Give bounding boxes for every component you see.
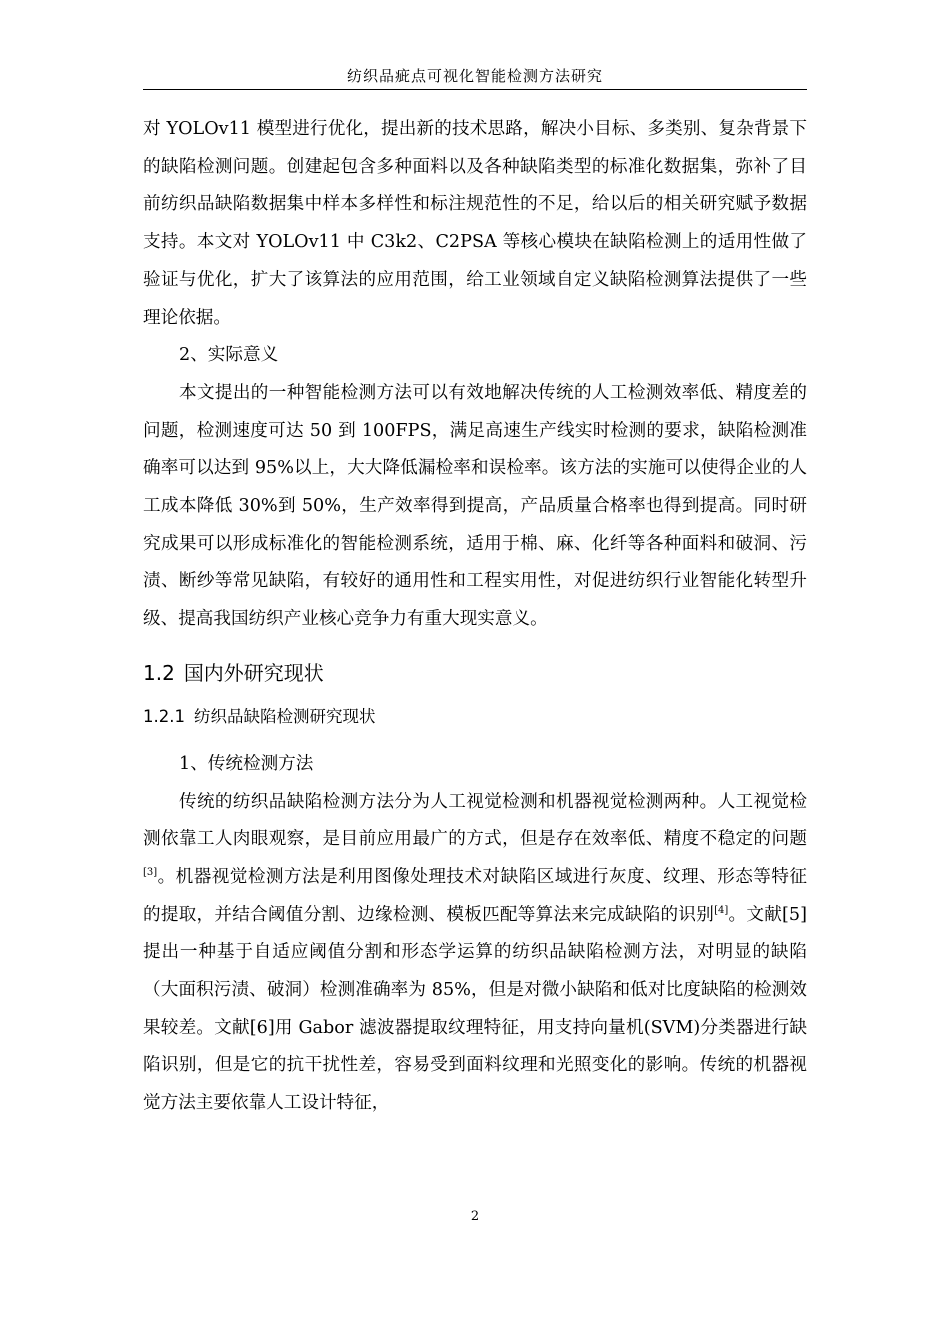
paragraph-theoretical-significance: 对 YOLOv11 模型进行优化，提出新的技术思路，解决小目标、多类别、复杂背景下的缺陷检测问题。创建起包含多种面料以及各种缺陷类型的标准化数据集，弥补了目前纺织品缺陷数据集中样本多样性和标注规范性的不足，给以后的相关研究赋予数据支持。本文对 YOLOv11 中 C3k2、C2PSA 等核心模块在缺陷检测上的适用性做了验证与优化，扩大了该算法的应用范围，给工业领域自定义缺陷检测算法提供了一些理论依据。 <box>143 119 807 328</box>
paragraph-traditional-methods <box>143 784 807 1123</box>
list-heading-practical-significance: 2、实际意义 <box>179 345 279 366</box>
subsection-title: 纺织品缺陷检测研究现状 <box>193 706 376 726</box>
paragraph-practical-significance: 本文提出的一种智能检测方法可以有效地解决传统的人工检测效率低、精度差的问题，检测速度可达 50 到 100FPS，满足高速生产线实时检测的要求，缺陷检测准确率可以达到 95%以上，大大降低漏检率和误检率。该方法的实施可以使得企业的人工成本降低 30%到 50%，生产效率得到提高，产品质量合格率也得到提高。同时研究成果可以形成标准化的智能检测系统，适用于棉、麻、化纤等各种面料和破洞、污渍、断纱等常见缺陷，有较好的通用性和工程实用性，对促进纺织行业智能化转型升级、提高我国纺织产业核心竞争力有重大现实意义。 <box>143 382 807 630</box>
citation-ref: [4] <box>714 904 729 916</box>
citation-ref: [3] <box>143 866 158 878</box>
page-number: 2 <box>470 1209 480 1224</box>
section-heading <box>143 658 807 688</box>
header-rule <box>143 89 807 90</box>
subsection-heading <box>143 702 807 732</box>
running-header: 纺织品疵点可视化智能检测方法研究 <box>346 67 603 85</box>
paragraph-text: 。文献[5]提出一种基于自适应阈值分割和形态学运算的纺织品缺陷检测方法，对明显的缺陷（大面积污渍、破洞）检测准确率为 85%，但是对微小缺陷和低对比度缺陷的检测效果较差。文献[6]用 Gabor 滤波器提取纹理特征，用支持向量机(SVM)分类器进行缺陷识别，但是它的抗干扰性差，容易受到面料纹理和光照变化的影响。传统的机器视觉方法主要依靠人工设计特征， <box>143 904 807 1114</box>
page-content <box>143 111 807 1123</box>
section-title: 国内外研究现状 <box>183 660 324 685</box>
paragraph-text: 传统的纺织品缺陷检测方法分为人工视觉检测和机器视觉检测两种。人工视觉检测依靠工人肉眼观察，是目前应用最广的方式，但是存在效率低、精度不稳定的问题 <box>143 791 807 850</box>
subsection-number: 1.2.1 <box>143 706 185 726</box>
paragraph-text: 。机器视觉检测方法是利用图像处理技术对缺陷区域进行灰度、纹理、形态等特征的提取，并结合阈值分割、边缘检测、模板匹配等算法来完成缺陷的识别 <box>143 866 807 925</box>
section-number: 1.2 <box>143 660 175 685</box>
list-heading-traditional-methods: 1、传统检测方法 <box>179 753 314 774</box>
